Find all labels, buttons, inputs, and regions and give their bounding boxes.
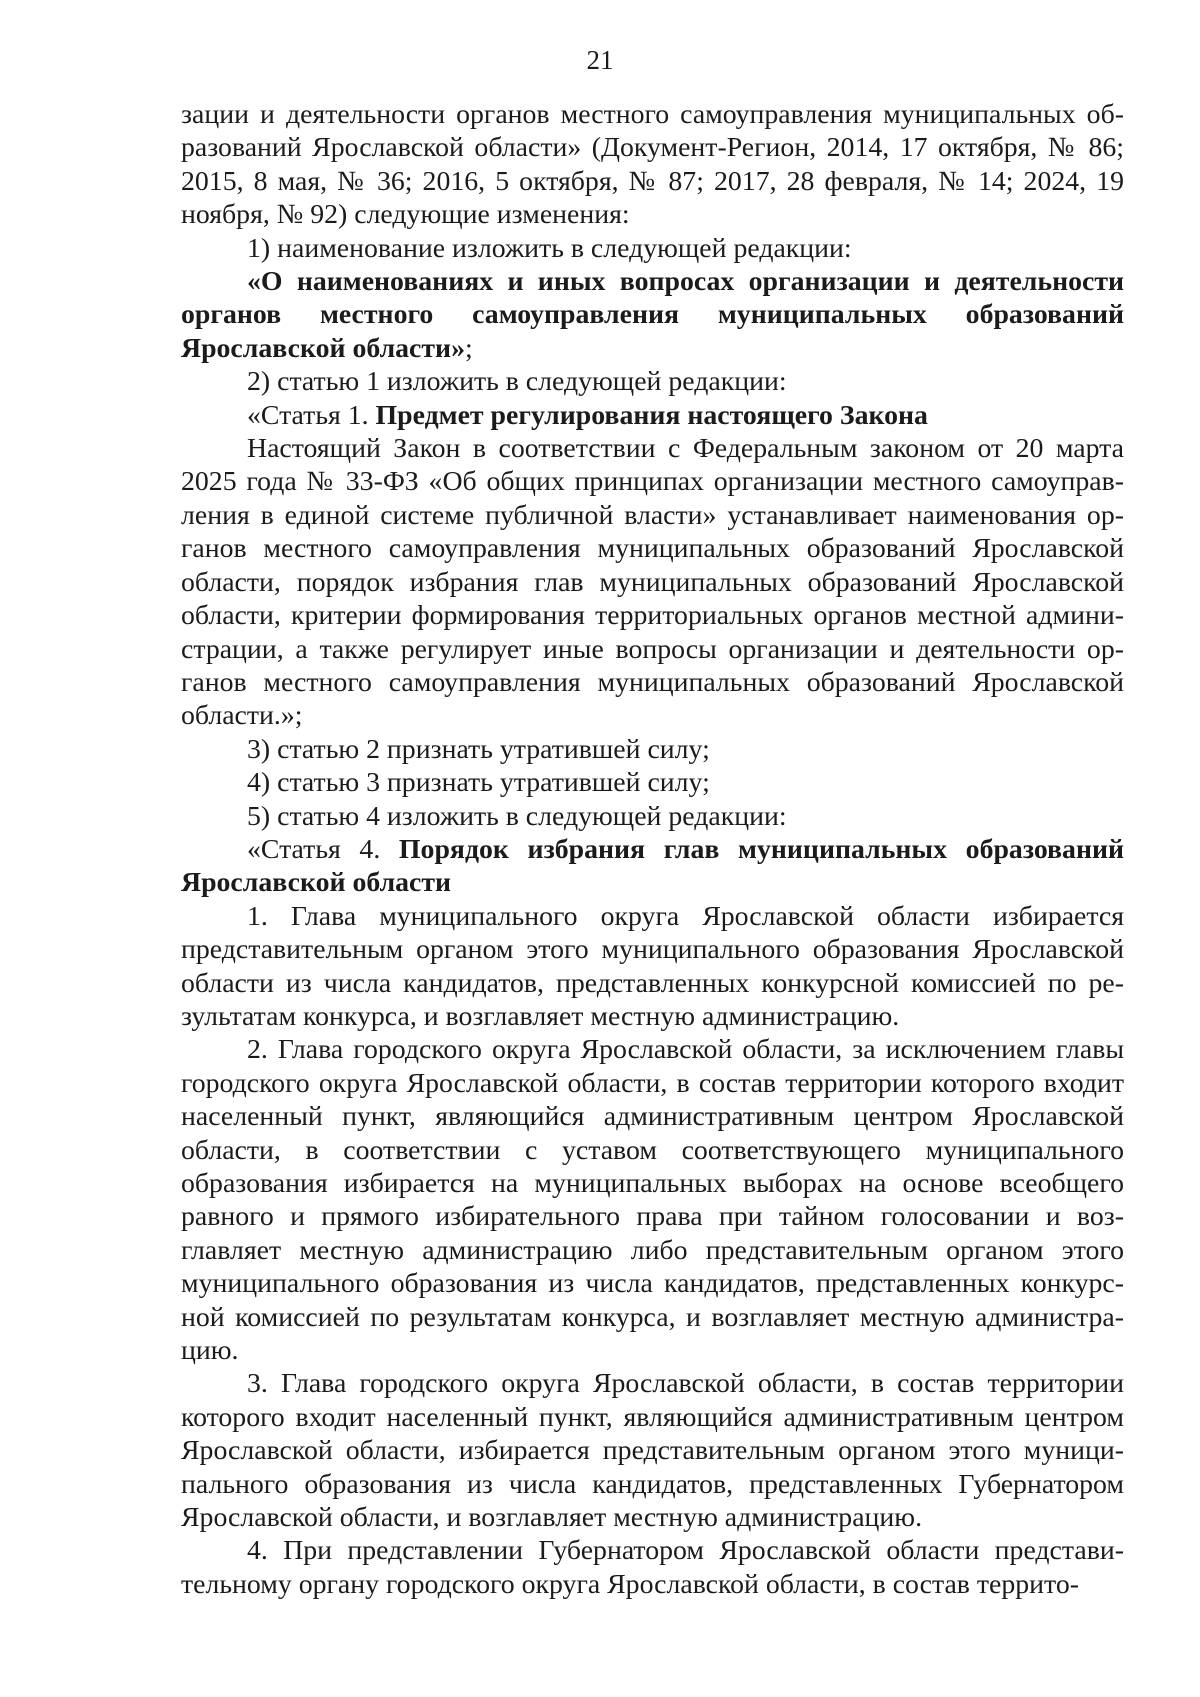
intro-paragraph: зации и деятельности органов местного самоуправления муниципальных образований Ярославской области» (Документ-Регион, 2014, 17 октября, № 86; 2015, 8 мая, № 36; 2016, 5 октября, № 87; 2017, 28 февраля, № 14; 2024, 19 ноября, № 92) следующие изменения:: [181, 99, 1124, 231]
new-law-title: [181, 265, 1124, 365]
article-4-heading: [181, 833, 1124, 900]
article-1-title: Предмет регулирования настоящего Закона: [375, 399, 928, 431]
amendment-item-2: 2) статью 1 изложить в следующей редакции:: [247, 366, 787, 398]
amendment-item-4: 4) статью 3 признать утратившей силу;: [247, 767, 710, 799]
document-body: [181, 98, 1124, 1601]
article-4-part-3: 3. Глава городского округа Ярославской области, в состав территории которого входит населенный пункт, являющийся административным центром Ярославской области, избирается представительным органом этого муниципального образования из числа кандидатов, представленных Губернатором Ярославской области, и возглавляет местную администрацию.: [181, 1368, 1124, 1534]
article-1-label: «Статья 1.: [247, 399, 376, 431]
article-4-part-2: 2. Глава городского округа Ярославской области, за исключением главы городского округа Ярославской области, в состав территории которого входит населенный пункт, являющийся административным центром Ярославской области, в соответствии с уставом соответствующего муниципального образования избирается на муниципальных выборах на основе всеобщего равного и прямого избирательного права при тайном голосовании и возглавляет местную администрацию либо представительным органом этого муниципального образования из числа кандидатов, представленных конкурсной комиссией по результатам конкурса, и возглавляет местную администрацию.: [181, 1034, 1124, 1367]
amendment-item-3: 3) статью 2 признать утратившей силу;: [247, 733, 710, 765]
page-number: 21: [586, 45, 614, 75]
new-law-title-text: «О наименованиях и иных вопросах организации и деятельности органов местного самоуправления муниципальных образований Ярославской области»: [181, 266, 1124, 364]
amendment-item-1: 1) наименование изложить в следующей редакции:: [247, 232, 852, 264]
article-4-part-1: 1. Глава муниципального округа Ярославской области избирается представительным органом этого муниципального образования Ярославской области из числа кандидатов, представленных конкурсной комиссией по результатам конкурса, и возглавляет местную администрацию.: [181, 900, 1124, 1032]
article-4-part-4: 4. При представлении Губернатором Ярославской области представительному органу городского округа Ярославской области, в состав террито-: [181, 1535, 1124, 1600]
article-1-heading: [181, 399, 1124, 432]
article-4-title: Порядок избрания глав муниципальных образований Ярославской области: [181, 833, 1124, 899]
article-1-body: Настоящий Закон в соответствии с Федеральным законом от 20 марта 2025 года № 33-ФЗ «Об общих принципах организации местного самоуправления в единой системе публичной власти» устанавливает наименования органов местного самоуправления муниципальных образований Ярославской области, порядок избрания глав муниципальных образований Ярославской области, критерии формирования территориальных органов местной администрации, а также регулирует иные вопросы организации и деятельности органов местного самоуправления муниципальных образований Ярославской области.»;: [181, 433, 1124, 732]
new-law-title-punct: ;: [464, 332, 473, 364]
amendment-item-5: 5) статью 4 изложить в следующей редакции:: [247, 800, 787, 832]
article-4-label: «Статья 4.: [247, 833, 399, 865]
